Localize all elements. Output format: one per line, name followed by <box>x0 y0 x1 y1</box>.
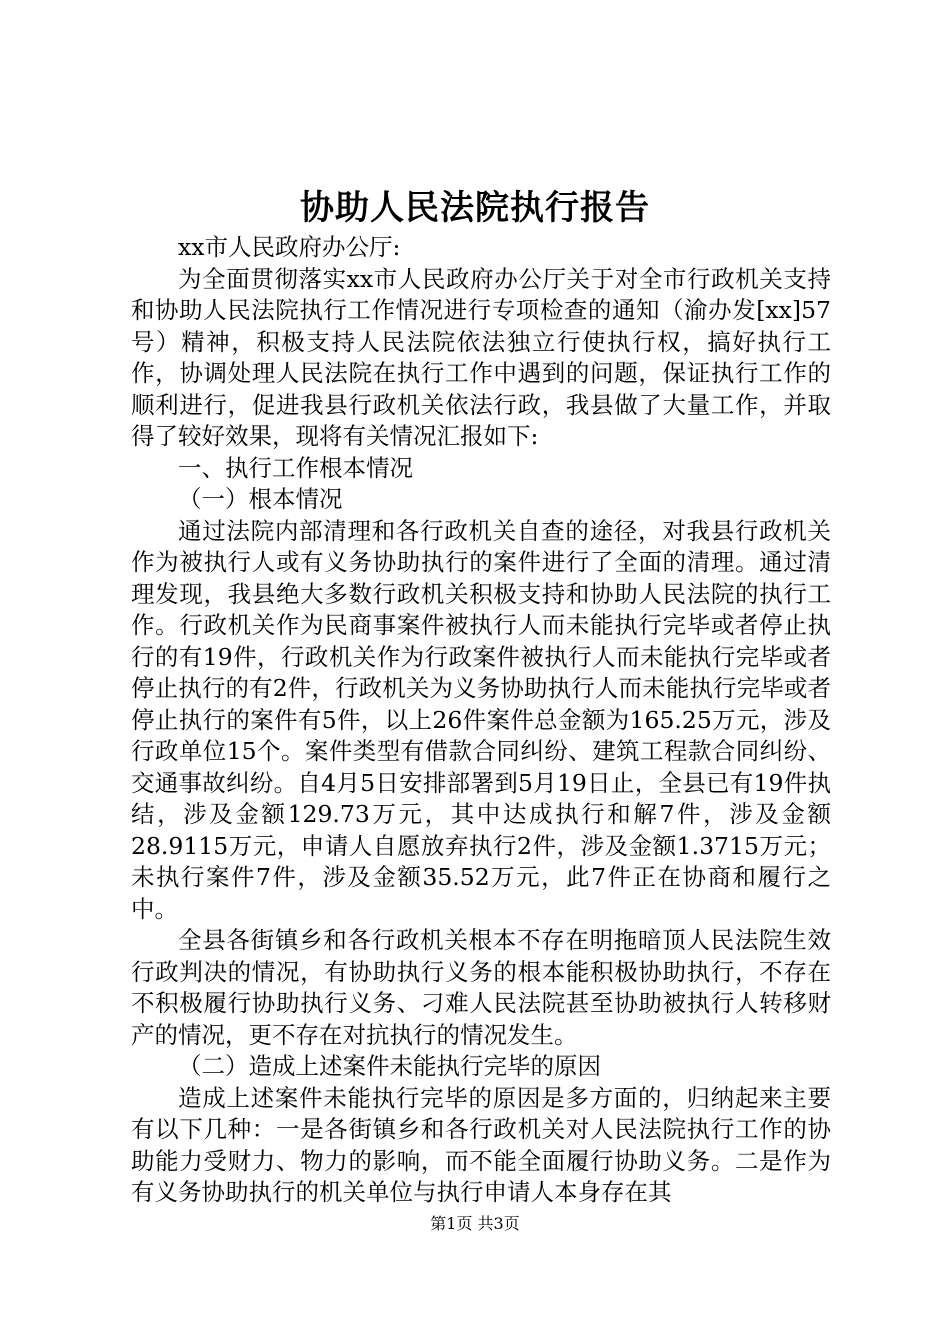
page-footer: 第1页 共3页 <box>430 1214 520 1233</box>
section-heading-1: 一、执行工作根本情况 <box>178 453 413 482</box>
paragraph-reasons: 造成上述案件未能执行完毕的原因是多方面的，归纳起来主要有以下几种：一是各街镇乡和各行政机关对人民法院执行工作的协助能力受财力、物力的影响，而不能全面履行协助义务。二是作为有义务协助执行的机关单位与执行申请人本身存在其 <box>131 1083 831 1206</box>
subsection-heading-1: （一）根本情况 <box>178 485 343 513</box>
paragraph-basic-situation: 通过法院内部清理和各行政机关自查的途径，对我县行政机关作为被执行人或有义务协助执行的案件进行了全面的清理。通过清理发现，我县绝大多数行政机关积极支持和协助人民法院的执行工作。行政机关作为民商事案件被执行人而未能执行完毕或者停止执行的有19件，行政机关作为行政案件被执行人而未能执行完毕或者停止执行的有2件，行政机关为义务协助执行人而未能执行完毕或者停止执行的案件有5件，以上26件案件总金额为165.25万元，涉及行政单位15个。案件类型有借款合同纠纷、建筑工程款合同纠纷、交通事故纠纷。自4月5日安排部署到5月19日止，全县已有19件执结，涉及金额129.73万元，其中达成执行和解7件，涉及金额28.9115万元，申请人自愿放弃执行2件，涉及金额1.3715万元；未执行案件7件，涉及金额35.52万元，此7件正在协商和履行之中。 <box>131 516 831 923</box>
document-body <box>131 232 831 1209</box>
intro-paragraph: 为全面贯彻落实xx市人民政府办公厅关于对全市行政机关支持和协助人民法院执行工作情况进行专项检查的通知（渝办发[xx]57号）精神，积极支持人民法院依法独立行使执行权，搞好执行工作，协调处理人民法院在执行工作中遇到的问题，保证执行工作的顺利进行，促进我县行政机关依法行政，我县做了大量工作，并取得了较好效果，现将有关情况汇报如下: <box>131 264 831 450</box>
paragraph-no-obstruction: 全县各街镇乡和各行政机关根本不存在明拖暗顶人民法院生效行政判决的情况，有协助执行义务的根本能积极协助执行，不存在不积极履行协助执行义务、刁难人民法院甚至协助被执行人转移财产的情况，更不存在对抗执行的情况发生。 <box>131 926 831 1049</box>
document-title: 协助人民法院执行报告 <box>300 188 650 228</box>
subsection-heading-2: （二）造成上述案件未能执行完毕的原因 <box>178 1052 601 1080</box>
salutation: xx市人民政府办公厅: <box>178 233 401 261</box>
